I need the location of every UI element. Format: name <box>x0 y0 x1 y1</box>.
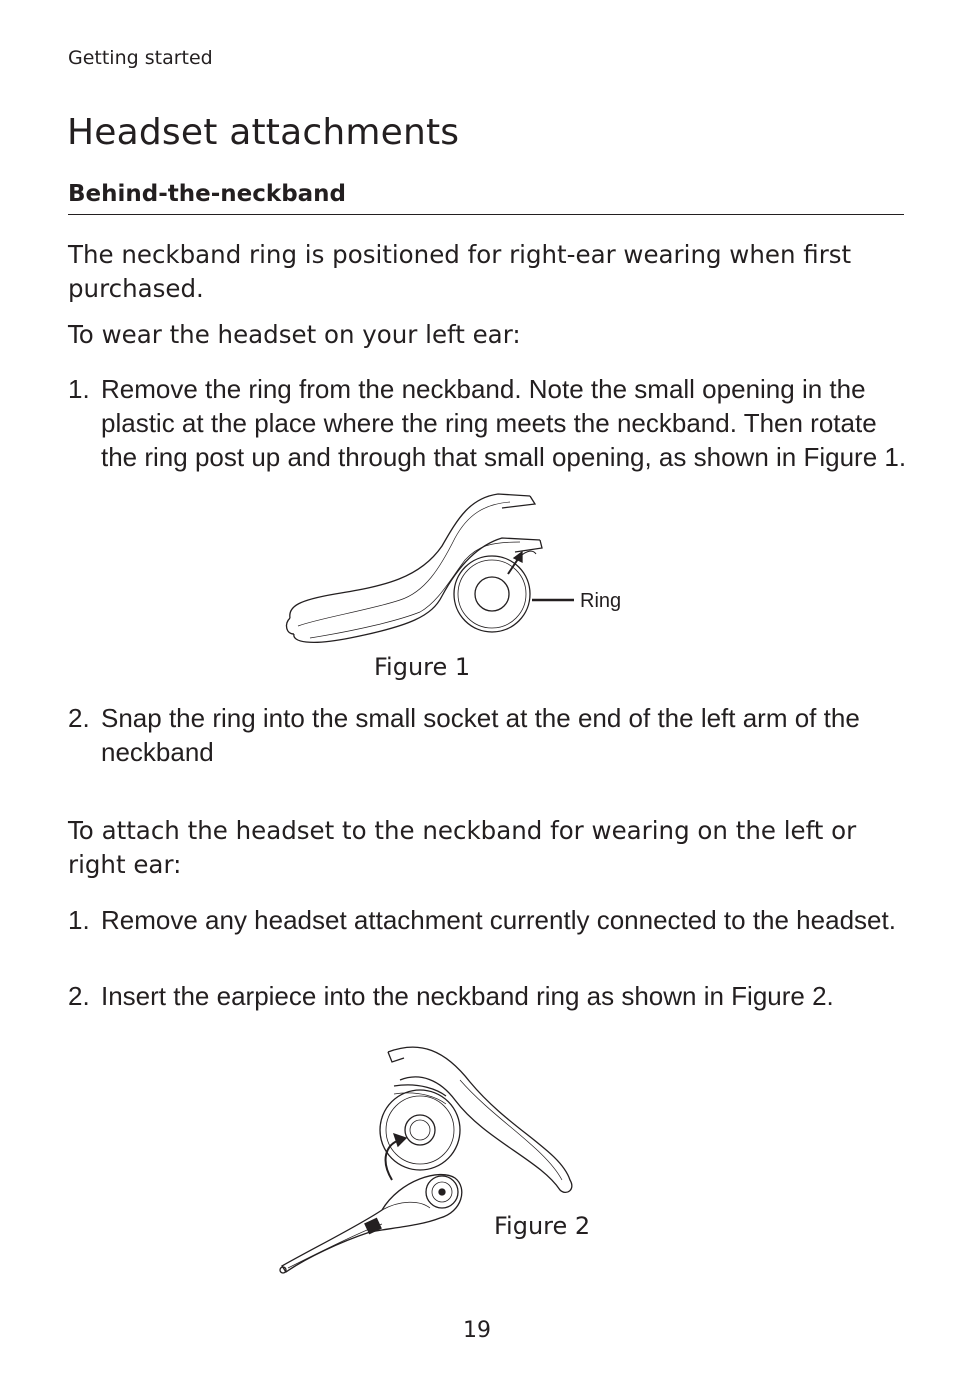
page-number: 19 <box>463 1318 491 1343</box>
list-item <box>68 979 908 1015</box>
list-text: Remove the ring from the neckband. Note the small opening in the plastic at the place where the ring meets the neckband. Then rotate the ring post up and through that small opening, as shown in Figure 1. <box>101 374 907 472</box>
subheading-rule <box>68 214 904 215</box>
list-item <box>68 701 908 771</box>
ring-callout: Ring <box>580 590 622 612</box>
list-text: Insert the earpiece into the neckband ring as shown in Figure 2. <box>101 981 834 1011</box>
section-label: Getting started <box>68 47 213 69</box>
figure-1-neckband-illustration <box>280 488 640 648</box>
page-title: Headset attachments <box>67 112 460 153</box>
list-number: 2. <box>68 981 90 1011</box>
figure-2-headset-illustration <box>270 1040 590 1280</box>
intro-paragraph: The neckband ring is positioned for right-ear wearing when first purchased. <box>68 240 852 303</box>
figure-2-caption: Figure 2 <box>494 1212 591 1240</box>
list-text: Snap the ring into the small socket at the end of the left arm of the neckband <box>101 703 860 767</box>
attach-lead: To attach the headset to the neckband for wearing on the left or right ear: <box>68 816 857 879</box>
list-number: 2. <box>68 703 90 733</box>
list-item <box>68 903 908 973</box>
list-number: 1. <box>68 374 90 404</box>
list-number: 1. <box>68 905 90 935</box>
left-ear-lead: To wear the headset on your left ear: <box>68 320 521 349</box>
list-text: Remove any headset attachment currently connected to the headset. <box>101 905 896 935</box>
subheading: Behind-the-neckband <box>68 181 347 207</box>
figure-1-caption: Figure 1 <box>374 653 471 681</box>
